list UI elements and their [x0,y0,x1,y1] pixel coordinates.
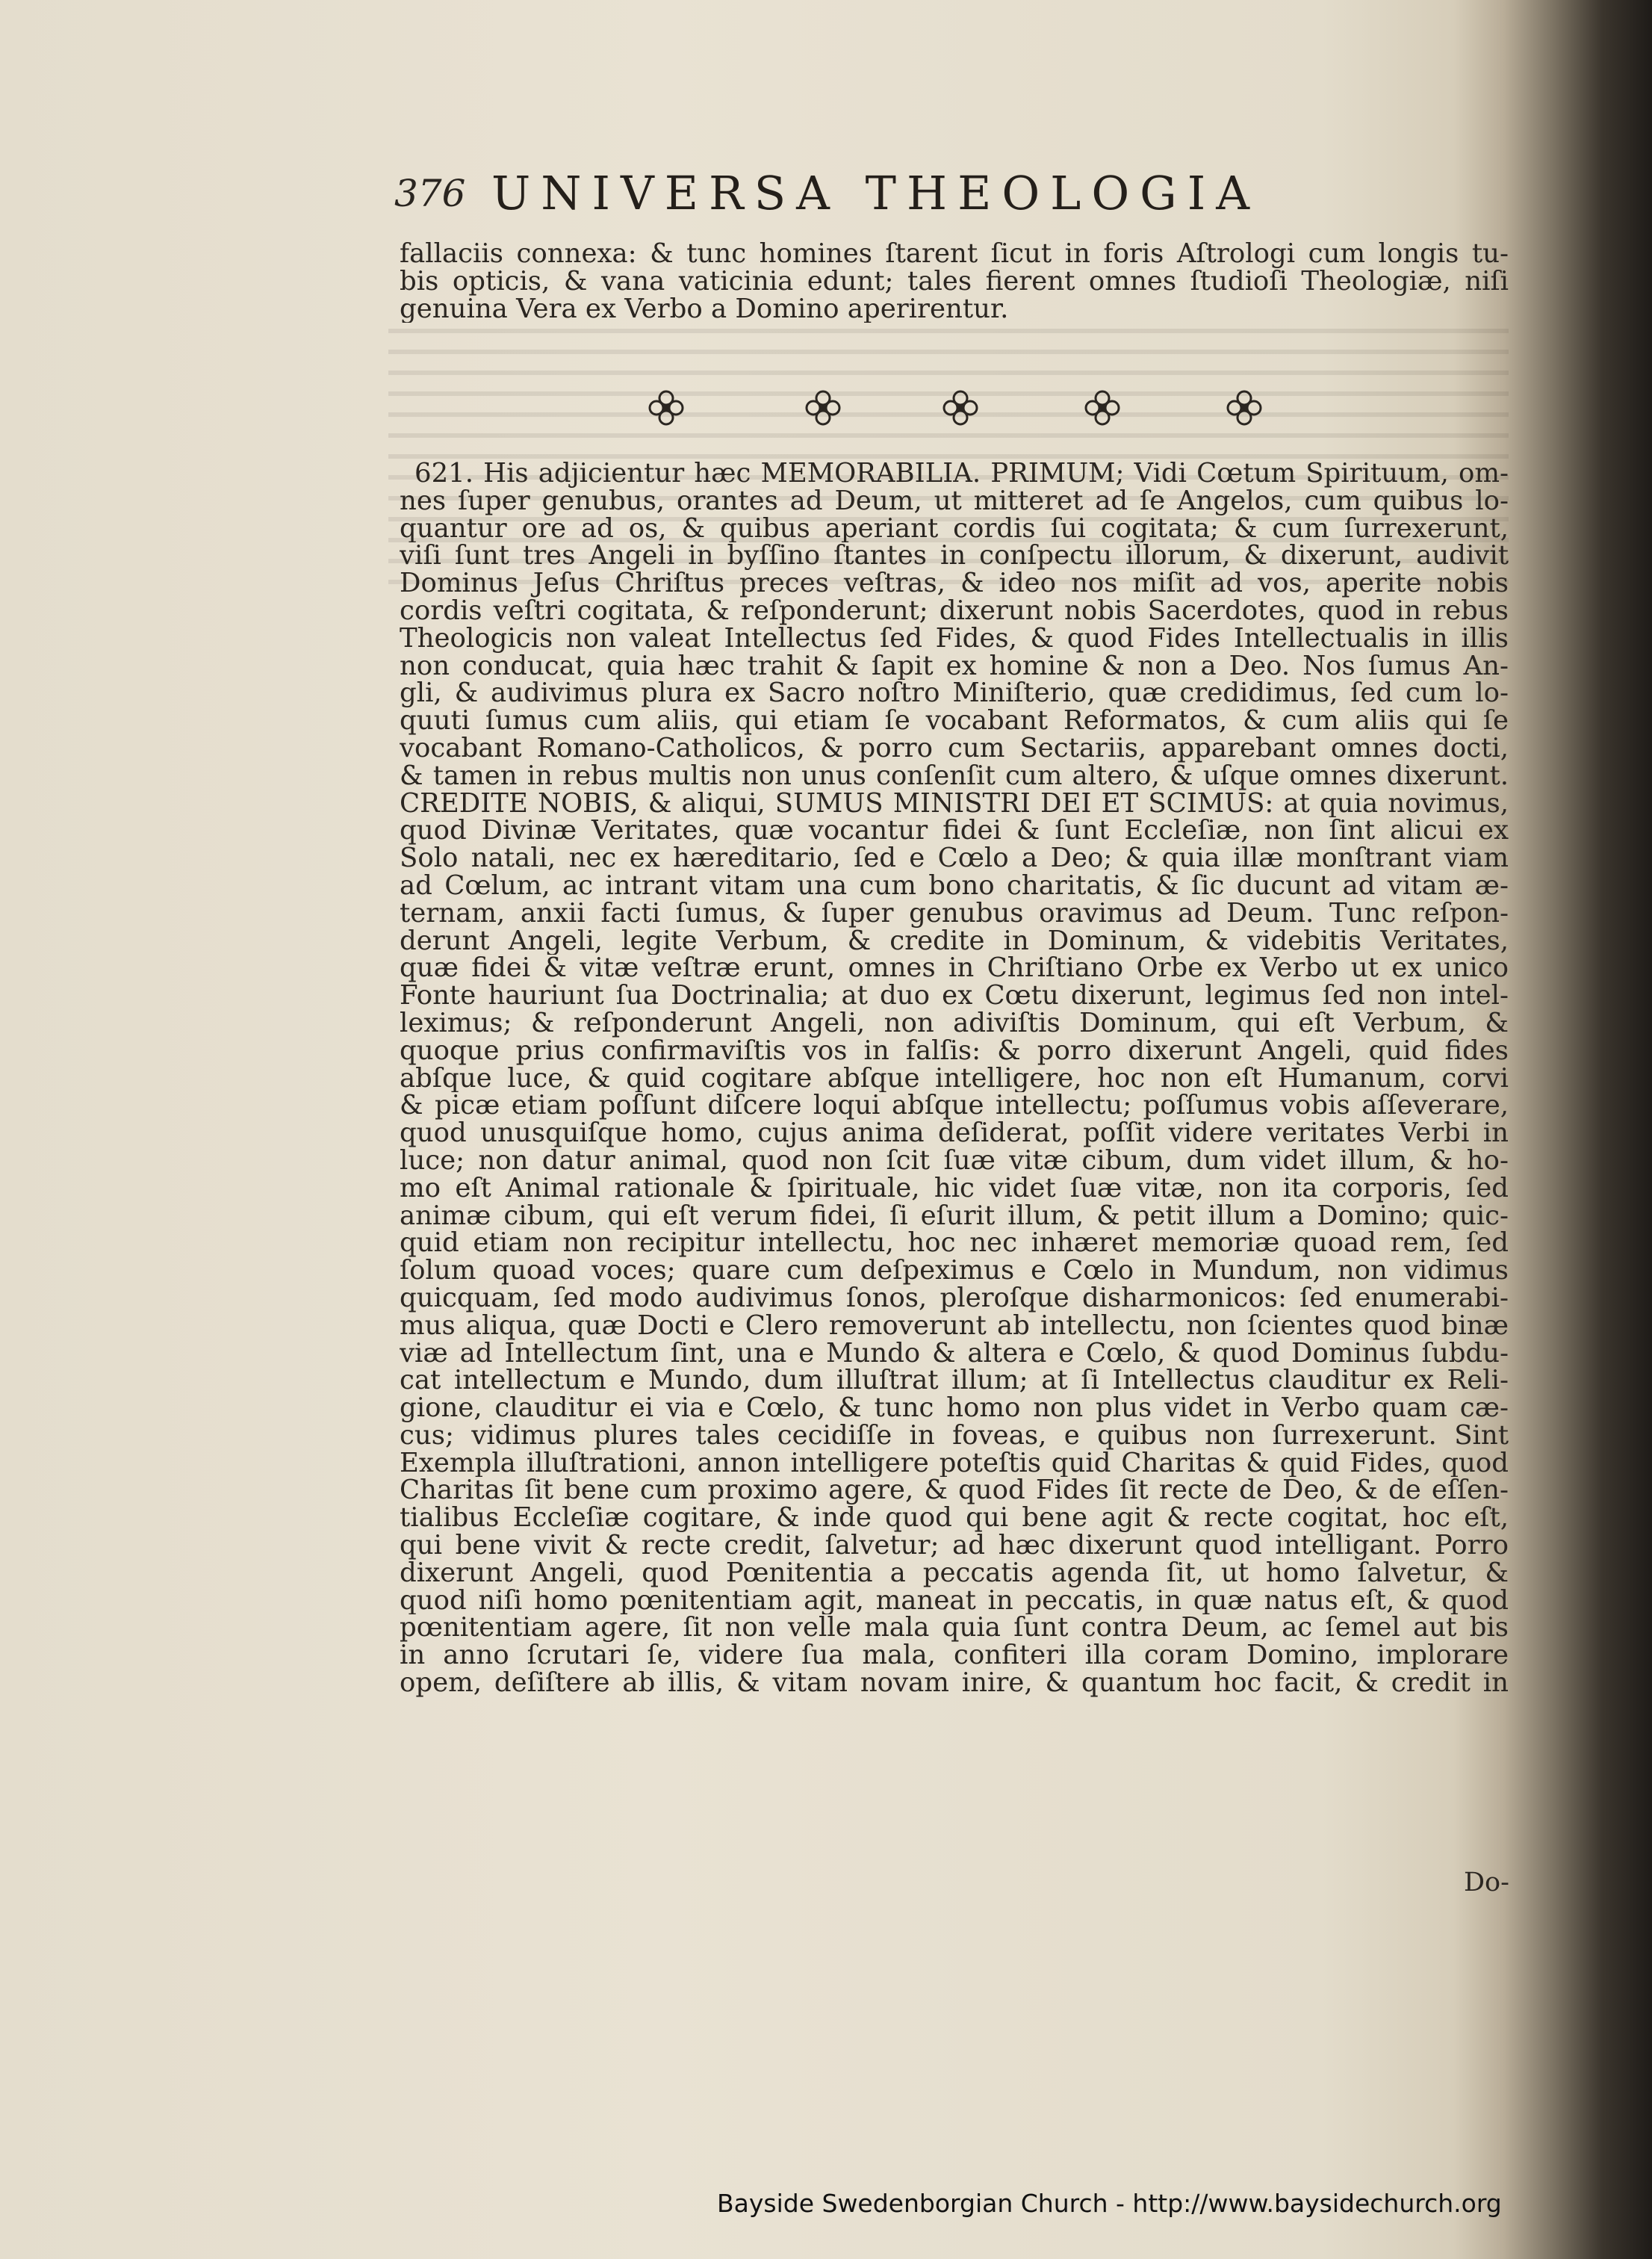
catchword: Do- [1464,1868,1509,1897]
text-line: non conducat, quia hæc trahit & ſapit ex homine & non a Deo. Nos ſumus An- [400,652,1509,681]
text-line: ad Cœlum, ac intrant vitam una cum bono charitatis, & ſic ducunt ad vitam æ- [400,872,1509,900]
text-line: cus; vidimus plures tales cecidiſſe in foveas, e quibus non ſurrexerunt. Sint [400,1422,1509,1450]
text-line: viſi ſunt tres Angeli in byſſino ſtantes in conſpectu illorum, & dixerunt, audivit [400,542,1509,571]
text-line: quod Divinæ Veritates, quæ vocantur fidei & ſunt Eccleſiæ, non ſint alicui ex [400,817,1509,846]
footer-credit: Bayside Swedenborgian Church - http://www.baysidechurch.org [717,2189,1502,2218]
text-line: fallaciis connexa: & tunc homines ſtarent ſicut in foris Aſtrologi cum longis tu- [400,241,1509,268]
fleuron-icon [1080,385,1125,430]
text-line: quid etiam non recipitur intellectu, hoc nec inhæret memoriæ quoad rem, ſed [400,1230,1509,1258]
text-line: animæ cibum, qui eſt verum fidei, ſi eſurit illum, & petit illum a Domino; quic- [400,1202,1509,1230]
text-line: 621. His adjicientur hæc MEMORABILIA. PRIMUM; Vidi Cœtum Spirituum, om- [414,460,1509,488]
text-line: gli, & audivimus plura ex Sacro noſtro Miniſterio, quæ credidimus, ſed cum lo- [400,680,1509,708]
text-line: abſque luce, & quid cogitare abſque intelligere, hoc non eſt Humanum, corvi [400,1065,1509,1093]
text-line: Solo natali, nec ex hæreditario, ſed e Cœlo a Deo; & quia illæ monſtrant viam [400,845,1509,873]
text-line: CREDITE NOBIS, & aliqui, SUMUS MINISTRI DEI ET SCIMUS: at quia novimus, [400,790,1509,818]
text-line: derunt Angeli, legite Verbum, & credite in Dominum, & videbitis Veritates, [400,927,1509,955]
text-line: quicquam, ſed modo audivimus ſonos, pleroſque disharmonicos: ſed enumerabi- [400,1284,1509,1313]
text-line: ſolum quoad voces; quare cum deſpeximus e Cœlo in Mundum, non vidimus [400,1257,1509,1285]
text-line: quuti ſumus cum aliis, qui etiam ſe vocabant Reformatos, & cum aliis qui ſe [400,707,1509,735]
text-line: mo eſt Animal rationale & ſpirituale, hic videt ſuæ vitæ, non ita corporis, ſed [400,1174,1509,1203]
text-line: & tamen in rebus multis non unus conſenſit cum altero, & uſque omnes dixerunt. [400,762,1509,790]
page-header [394,166,1395,226]
fleuron-icon [644,385,689,430]
text-line: quod niſi homo pœnitentiam agit, maneat in peccatis, in quæ natus eſt, & quod [400,1587,1509,1615]
text-line: Fonte hauriunt ſua Doctrinalia; at duo ex Cœtu dixerunt, legimus ſed non intel- [400,982,1509,1010]
text-line: Dominus Jeſus Chriſtus preces veſtras, & ideo nos miſit ad vos, aperite nobis [400,570,1509,598]
text-line: cat intellectum e Mundo, dum illuſtrat illum; at ſi Intellectus clauditur ex Reli- [400,1367,1509,1395]
text-line: ternam, anxii facti ſumus, & ſuper genubus oravimus ad Deum. Tunc reſpon- [400,899,1509,928]
text-line: quæ fidei & vitæ veſtræ erunt, omnes in Chriſtiano Orbe ex Verbo ut ex unico [400,955,1509,983]
text-line: quoque prius confirmaviſtis vos in falſis: & porro dixerunt Angeli, quid fides [400,1037,1509,1065]
text-line: bis opticis, & vana vaticinia edunt; tales fierent omnes ſtudioſi Theologiæ, niſi [400,267,1509,296]
text-line: Charitas ſit bene cum proximo agere, & quod Fides ſit recte de Deo, & de eſſen- [400,1477,1509,1505]
text-line: dixerunt Angeli, quod Pœnitentia a peccatis agenda ſit, ut homo ſalvetur, & [400,1559,1509,1587]
fleuron-icon [1222,385,1267,430]
page-number: 376 [394,172,466,215]
text-line: luce; non datur animal, quod non ſcit ſuæ vitæ cibum, dum videt illum, & ho- [400,1147,1509,1175]
text-line: Exempla illuſtrationi, annon intelligere poteſtis quid Charitas & quid Fides, quod [400,1449,1509,1478]
text-line: mus aliqua, quæ Docti e Clero removerunt ab intellectu, non ſcientes quod binæ [400,1312,1509,1340]
fleuron-icon [801,385,845,430]
text-line: Theologicis non valeat Intellectus ſed Fides, & quod Fides Intellectualis in illis [400,625,1509,653]
text-line: tialibus Eccleſiæ cogitare, & inde quod qui bene agit & recte cogitat, hoc eſt, [400,1505,1509,1533]
text-line: & picæ etiam poſſunt diſcere loqui abſque intellectu; poſſumus vobis aſſeverare, [400,1092,1509,1121]
text-line: genuina Vera ex Verbo a Domino aperirentur. [400,295,1009,323]
text-line: quantur ore ad os, & quibus aperiant cordis ſui cogitata; & cum ſurrexerunt, [400,515,1509,543]
text-line: cordis veſtri cogitata, & reſponderunt; dixerunt nobis Sacerdotes, quod in rebus [400,597,1509,625]
text-line: quod unusquiſque homo, cujus anima deſiderat, poſſit videre veritates Verbi in [400,1120,1509,1147]
text-line: gione, clauditur ei via e Cœlo, & tunc homo non plus videt in Verbo quam cæ- [400,1395,1509,1422]
main-paragraph [400,460,1509,1697]
text-line: opem, deſiſtere ab illis, & vitam novam inire, & quantum hoc facit, & credit in [400,1670,1509,1697]
text-line: in anno ſcrutari ſe, videre ſua mala, confiteri illa coram Domino, implorare [400,1642,1509,1670]
text-line: pœnitentiam agere, ſit non velle mala quia ſunt contra Deum, ac ſemel aut bis [400,1614,1509,1643]
text-line: vocabant Romano-Catholicos, & porro cum Sectariis, apparebant omnes docti, [400,734,1509,763]
text-line: nes ſuper genubus, orantes ad Deum, ut mitteret ad ſe Angelos, cum quibus lo- [400,487,1509,515]
text-line: leximus; & reſponderunt Angeli, non adiviſtis Dominum, qui eſt Verbum, & [400,1009,1509,1038]
text-line: qui bene vivit & recte credit, ſalvetur; ad hæc dixerunt quod intelligant. Porro [400,1532,1509,1560]
text-line: viæ ad Intellectum ſint, una e Mundo & altera e Cœlo, & quod Dominus ſubdu- [400,1339,1509,1368]
running-title: UNIVERSA THEOLOGIA [491,166,1260,220]
fleuron-icon [938,385,983,430]
top-paragraph [400,241,1509,323]
